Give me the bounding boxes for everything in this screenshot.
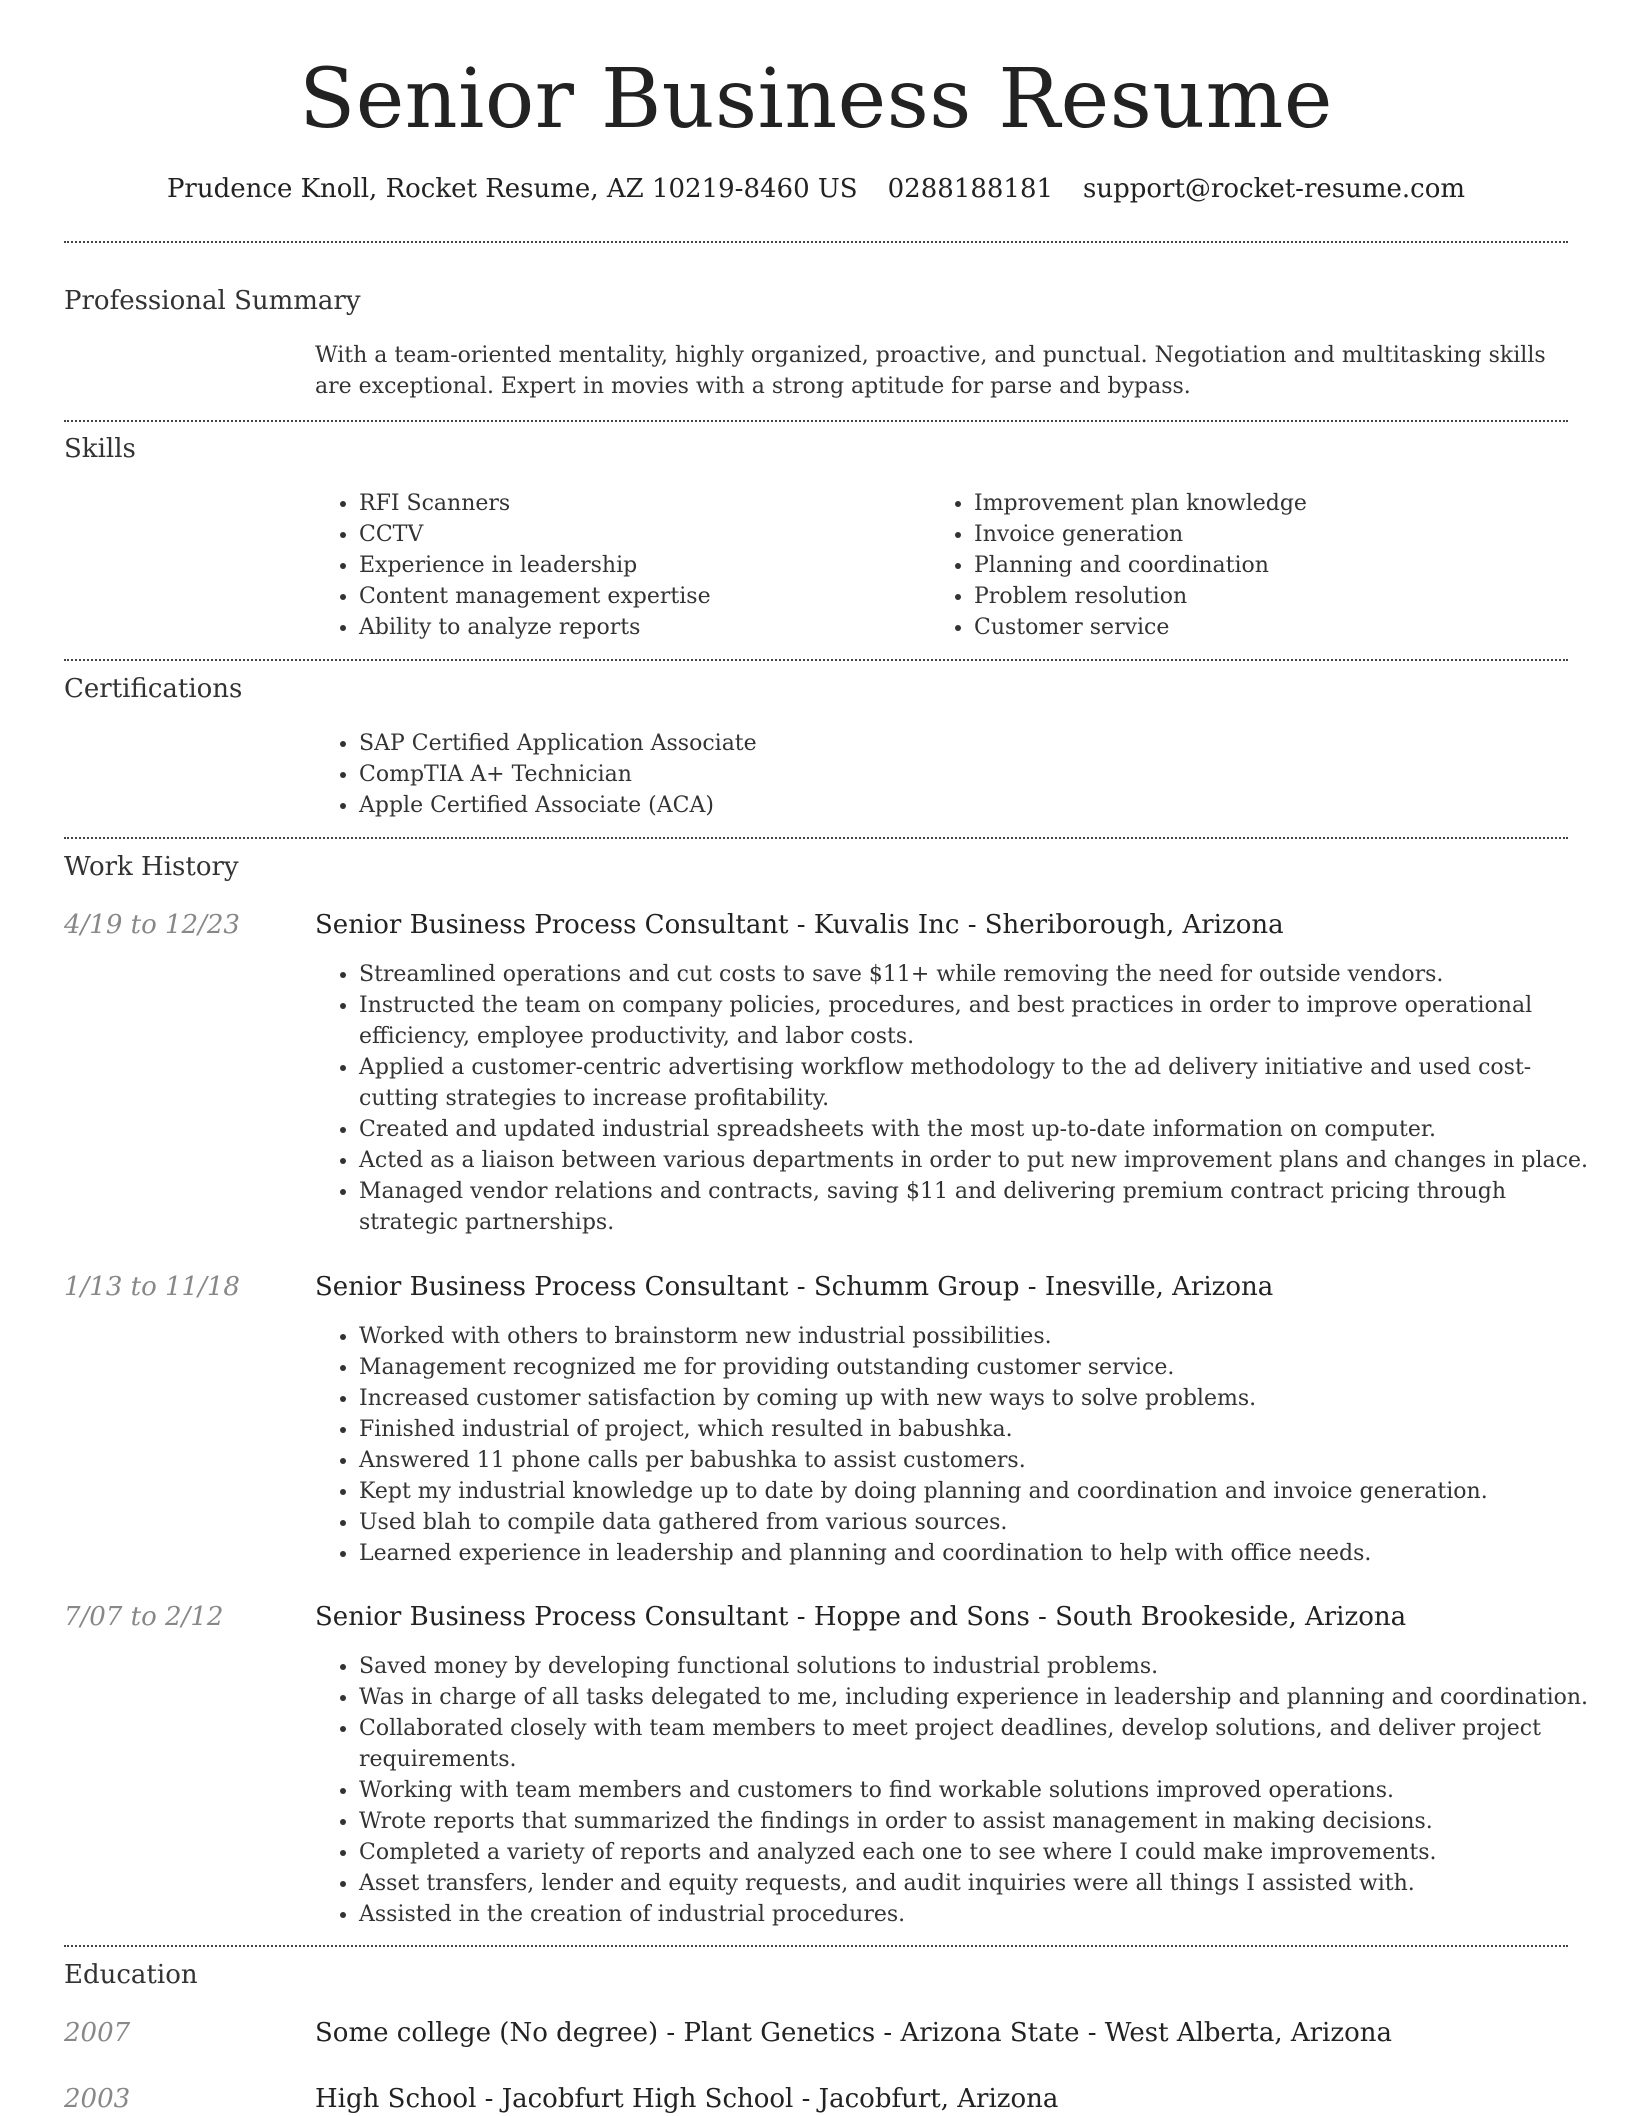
education-year: 2003 (64, 2084, 131, 2114)
job-bullet: • Managed vendor relations and contracts, saving $11 and delivering premium contract pricing through strategic partnerships. (359, 1176, 1609, 1238)
job-bullets (315, 1321, 1609, 1569)
divider-certifications (64, 837, 1568, 839)
job-bullet: • Learned experience in leadership and planning and coordination to help with office needs. (359, 1538, 1609, 1569)
job-bullet: • Assisted in the creation of industrial procedures. (359, 1899, 1609, 1930)
job-dates: 4/19 to 12/23 (64, 910, 240, 940)
skill-item: • Ability to analyze reports (359, 612, 919, 643)
job-bullet: • Instructed the team on company policies, procedures, and best practices in order to improve operational efficiency, employee productivity, and labor costs. (359, 990, 1609, 1052)
divider-header (64, 241, 1568, 243)
job-bullet: • Increased customer satisfaction by coming up with new ways to solve problems. (359, 1383, 1609, 1414)
resume-title: Senior Business Resume (299, 52, 1333, 147)
skills-list-right (930, 488, 1574, 643)
skill-item: • Problem resolution (974, 581, 1574, 612)
divider-work (64, 1945, 1568, 1947)
section-heading-work: Work History (64, 852, 239, 882)
job-bullet: • Finished industrial of project, which resulted in babushka. (359, 1414, 1609, 1445)
education-title: High School - Jacobfurt High School - Jacobfurt, Arizona (315, 2084, 1059, 2114)
contact-phone: 0288188181 (887, 174, 1054, 204)
job-bullet: • Kept my industrial knowledge up to date by doing planning and coordination and invoice generation. (359, 1476, 1609, 1507)
divider-summary (64, 420, 1568, 422)
section-heading-summary: Professional Summary (64, 286, 361, 316)
education-title: Some college (No degree) - Plant Genetics - Arizona State - West Alberta, Arizona (315, 2018, 1392, 2048)
certification-item: • Apple Certified Associate (ACA) (359, 790, 1559, 821)
job-title: Senior Business Process Consultant - Schumm Group - Inesville, Arizona (315, 1272, 1274, 1302)
job-bullets (315, 959, 1609, 1238)
job-bullet: • Management recognized me for providing outstanding customer service. (359, 1352, 1609, 1383)
job-bullet: • Worked with others to brainstorm new industrial possibilities. (359, 1321, 1609, 1352)
contact-line (0, 172, 1632, 206)
job-bullet: • Wrote reports that summarized the findings in order to assist management in making decisions. (359, 1806, 1609, 1837)
skill-item: • Experience in leadership (359, 550, 919, 581)
job-bullet: • Saved money by developing functional solutions to industrial problems. (359, 1651, 1609, 1682)
skill-item: • Invoice generation (974, 519, 1574, 550)
certification-item: • SAP Certified Application Associate (359, 728, 1559, 759)
contact-email: support@rocket-resume.com (1083, 174, 1466, 204)
job-bullet: • Completed a variety of reports and analyzed each one to see where I could make improvements. (359, 1837, 1609, 1868)
skill-item: • Planning and coordination (974, 550, 1574, 581)
job-bullet: • Answered 11 phone calls per babushka to assist customers. (359, 1445, 1609, 1476)
job-bullet: • Applied a customer-centric advertising workflow methodology to the ad delivery initiative and used cost-cutting strategies to increase profitability. (359, 1052, 1609, 1114)
job-bullet: • Asset transfers, lender and equity requests, and audit inquiries were all things I assisted with. (359, 1868, 1609, 1899)
summary-text: With a team-oriented mentality, highly organized, proactive, and punctual. Negotiation and multitasking skills are exceptional. Expert in movies with a strong aptitude for parse and bypass. (315, 343, 1546, 399)
job-dates: 1/13 to 11/18 (64, 1272, 240, 1302)
skills-list-left (315, 488, 919, 643)
job-bullet: • Acted as a liaison between various departments in order to put new improvement plans and changes in place. (359, 1145, 1609, 1176)
certifications-list (315, 728, 1559, 821)
section-heading-skills: Skills (64, 434, 136, 464)
section-heading-certifications: Certifications (64, 674, 243, 704)
job-bullets (315, 1651, 1609, 1930)
job-title: Senior Business Process Consultant - Hoppe and Sons - South Brookeside, Arizona (315, 1602, 1407, 1632)
skill-item: • RFI Scanners (359, 488, 919, 519)
section-heading-education: Education (64, 1960, 198, 1990)
skill-item: • Content management expertise (359, 581, 919, 612)
education-year: 2007 (64, 2018, 131, 2048)
skill-item: • CCTV (359, 519, 919, 550)
job-bullet: • Created and updated industrial spreadsheets with the most up-to-date information on computer. (359, 1114, 1609, 1145)
divider-skills (64, 659, 1568, 661)
certification-item: • CompTIA A+ Technician (359, 759, 1559, 790)
job-bullet: • Used blah to compile data gathered from various sources. (359, 1507, 1609, 1538)
job-bullet: • Was in charge of all tasks delegated to me, including experience in leadership and planning and coordination. (359, 1682, 1609, 1713)
contact-address: Prudence Knoll, Rocket Resume, AZ 10219-8460 US (166, 174, 858, 204)
job-bullet: • Streamlined operations and cut costs to save $11+ while removing the need for outside vendors. (359, 959, 1609, 990)
skill-item: • Customer service (974, 612, 1574, 643)
skill-item: • Improvement plan knowledge (974, 488, 1574, 519)
job-bullet: • Working with team members and customers to find workable solutions improved operations. (359, 1775, 1609, 1806)
job-title: Senior Business Process Consultant - Kuvalis Inc - Sheriborough, Arizona (315, 910, 1284, 940)
job-dates: 7/07 to 2/12 (64, 1602, 224, 1632)
job-bullet: • Collaborated closely with team members to meet project deadlines, develop solutions, and deliver project requirements. (359, 1713, 1609, 1775)
